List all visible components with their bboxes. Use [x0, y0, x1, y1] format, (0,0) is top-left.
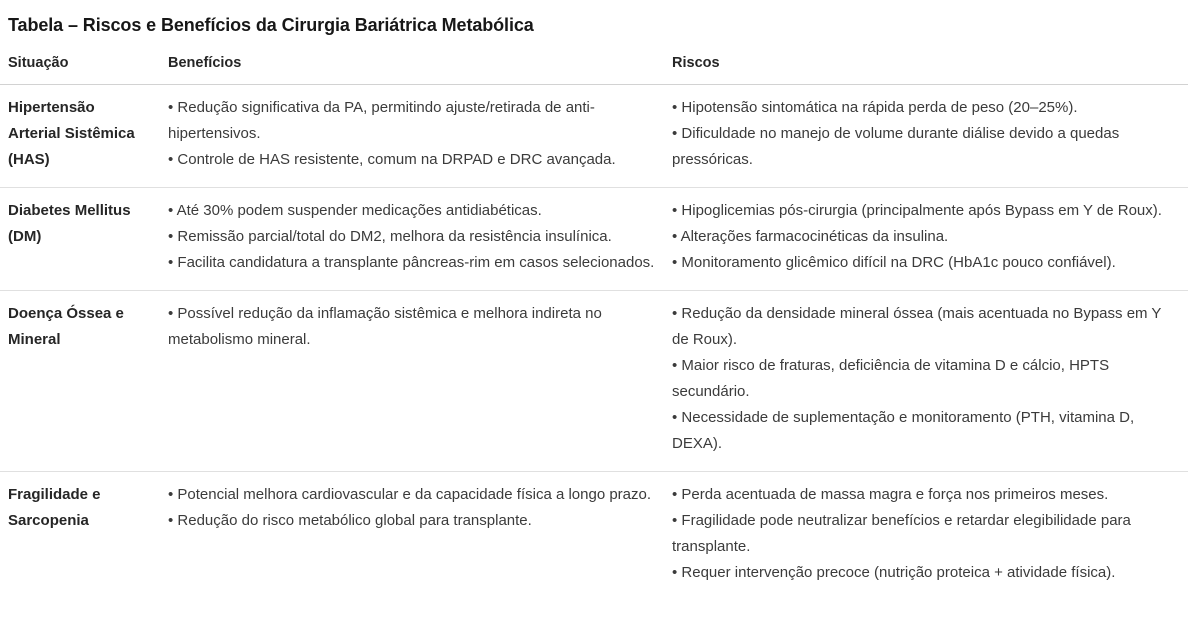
cell-risks: [672, 301, 1180, 457]
risks-benefits-table: [0, 54, 1188, 600]
col-header-situacao: Situação: [8, 55, 69, 71]
bullet-item: • Redução do risco metabólico global para transplante.: [168, 512, 532, 529]
bullet-item: • Redução da densidade mineral óssea (mais acentuada no Bypass em Y de Roux).: [672, 305, 1162, 348]
bullet-item: • Redução significativa da PA, permitindo ajuste/retirada de anti-hipertensivos.: [168, 99, 595, 142]
bullet-item: • Facilita candidatura a transplante pâncreas-rim em casos selecionados.: [168, 254, 655, 271]
cell-situation: Fragilidade e Sarcopenia: [8, 486, 101, 529]
cell-benefits: [168, 198, 672, 276]
bullet-item: • Remissão parcial/total do DM2, melhora da resistência insulínica.: [168, 228, 612, 245]
cell-benefits: [168, 482, 672, 586]
cell-situation: Diabetes Mellitus (DM): [8, 202, 131, 245]
cell-risks: [672, 198, 1180, 276]
bullet-item: • Necessidade de suplementação e monitoramento (PTH, vitamina D, DEXA).: [672, 409, 1135, 452]
table-row: [0, 472, 1188, 600]
col-header-beneficios: Benefícios: [168, 55, 242, 71]
bullet-item: • Perda acentuada de massa magra e força nos primeiros meses.: [672, 486, 1109, 503]
bullet-item: • Até 30% podem suspender medicações antidiabéticas.: [168, 202, 542, 219]
bullet-item: • Fragilidade pode neutralizar benefícios e retardar elegibilidade para transplante.: [672, 512, 1131, 555]
bullet-item: • Potencial melhora cardiovascular e da capacidade física a longo prazo.: [168, 486, 652, 503]
table-row: [0, 188, 1188, 291]
bullet-item: • Controle de HAS resistente, comum na DRPAD e DRC avançada.: [168, 151, 616, 168]
cell-risks: [672, 95, 1180, 173]
bullet-item: • Possível redução da inflamação sistêmica e melhora indireta no metabolismo mineral.: [168, 305, 602, 348]
bullet-item: • Dificuldade no manejo de volume durante diálise devido a quedas pressóricas.: [672, 125, 1120, 168]
table-header-row: [0, 54, 1188, 85]
bullet-item: • Monitoramento glicêmico difícil na DRC (HbA1c pouco confiável).: [672, 254, 1116, 271]
bullet-item: • Maior risco de fraturas, deficiência de vitamina D e cálcio, HPTS secundário.: [672, 357, 1110, 400]
bullet-item: • Hipotensão sintomática na rápida perda de peso (20–25%).: [672, 99, 1078, 116]
bullet-item: • Alterações farmacocinéticas da insulina.: [672, 228, 949, 245]
table-title: Tabela – Riscos e Benefícios da Cirurgia Bariátrica Metabólica: [8, 15, 534, 35]
bullet-item: • Hipoglicemias pós-cirurgia (principalmente após Bypass em Y de Roux).: [672, 202, 1162, 219]
col-header-riscos: Riscos: [672, 55, 720, 71]
table-row: [0, 291, 1188, 472]
cell-benefits: [168, 301, 672, 457]
cell-benefits: [168, 95, 672, 173]
cell-risks: [672, 482, 1180, 586]
table-row: [0, 85, 1188, 188]
cell-situation: Hipertensão Arterial Sistêmica (HAS): [8, 99, 135, 168]
bullet-item: • Requer intervenção precoce (nutrição proteica + atividade física).: [672, 564, 1116, 581]
cell-situation: Doença Óssea e Mineral: [8, 305, 124, 348]
